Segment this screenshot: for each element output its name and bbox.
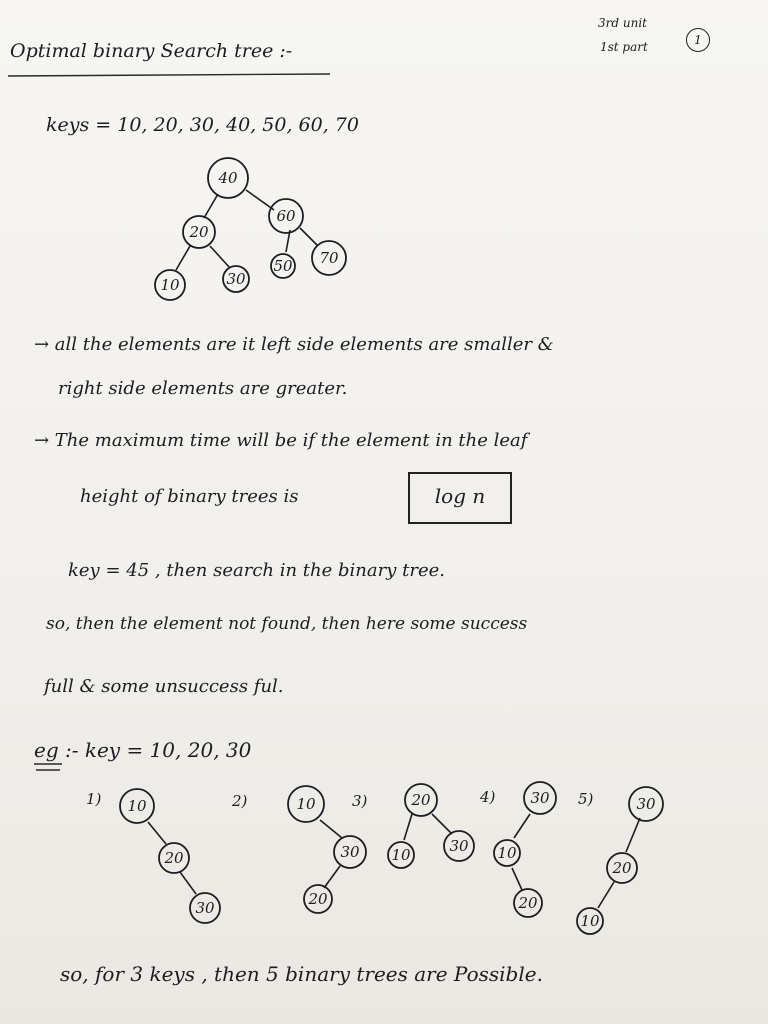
svg-text:30: 30 (340, 843, 360, 861)
ex3-node-30 (444, 831, 474, 861)
svg-text:70: 70 (319, 249, 339, 267)
tree-node-30 (223, 266, 249, 292)
ex4-node-20 (514, 889, 542, 917)
ex2-node-30 (334, 836, 366, 868)
ex1-node-30 (190, 893, 220, 923)
tree-number-2: 2) (232, 792, 248, 810)
unit-note: 3rd unit (598, 16, 647, 30)
ex2-node-10 (288, 786, 324, 822)
ex2-node-20 (304, 885, 332, 913)
svg-text:40: 40 (218, 169, 238, 187)
ex3-node-20 (405, 784, 437, 816)
svg-text:20: 20 (518, 894, 538, 912)
svg-text:20: 20 (308, 890, 328, 908)
tree-number-5: 5) (578, 790, 594, 808)
svg-text:30: 30 (530, 789, 550, 807)
ex4-node-30 (524, 782, 556, 814)
tree-number-3: 3) (352, 792, 368, 810)
svg-text:30: 30 (195, 899, 215, 917)
ex4-node-10 (494, 840, 520, 866)
ex5-node-30 (629, 787, 663, 821)
ex1-node-10 (120, 789, 154, 823)
tree-node-40 (208, 158, 248, 198)
complexity-box: log n (408, 472, 512, 524)
svg-text:10: 10 (127, 797, 147, 815)
page-number: 1 (686, 28, 710, 52)
note-line-2: right side elements are greater. (58, 378, 348, 399)
note-line-7: full & some unsuccess ful. (44, 676, 284, 697)
tree-node-60 (269, 199, 303, 233)
keys-line: keys = 10, 20, 30, 40, 50, 60, 70 (46, 114, 359, 136)
tree-number-1: 1) (86, 790, 102, 808)
svg-text:20: 20 (411, 791, 431, 809)
svg-text:10: 10 (391, 846, 411, 864)
tree-node-70 (312, 241, 346, 275)
svg-text:30: 30 (226, 270, 246, 288)
note-line-1: → all the elements are it left side elements are smaller & (34, 334, 554, 355)
svg-text:20: 20 (189, 223, 209, 241)
note-line-5: key = 45 , then search in the binary tree. (68, 560, 445, 581)
svg-text:30: 30 (449, 837, 469, 855)
part-note: 1st part (600, 40, 648, 54)
svg-text:10: 10 (160, 276, 180, 294)
example-label: eg :- key = 10, 20, 30 (34, 738, 252, 762)
note-line-6: so, then the element not found, then here some success (46, 614, 528, 634)
svg-text:30: 30 (636, 795, 656, 813)
ex5-node-20 (607, 853, 637, 883)
svg-text:10: 10 (497, 844, 517, 862)
svg-text:10: 10 (580, 912, 600, 930)
svg-text:20: 20 (612, 859, 632, 877)
svg-text:20: 20 (164, 849, 184, 867)
svg-text:10: 10 (296, 795, 316, 813)
page-title: Optimal binary Search tree :- (10, 40, 293, 62)
tree-node-50 (271, 254, 295, 278)
note-line-4: height of binary trees is (80, 486, 299, 507)
title-underline (8, 74, 330, 76)
note-line-3: → The maximum time will be if the element in the leaf (34, 430, 528, 451)
svg-text:60: 60 (276, 207, 296, 225)
ex3-node-10 (388, 842, 414, 868)
ex5-node-10 (577, 908, 603, 934)
tree-node-10 (155, 270, 185, 300)
ex1-node-20 (159, 843, 189, 873)
svg-text:50: 50 (273, 257, 293, 275)
tree-node-20 (183, 216, 215, 248)
conclusion-line: so, for 3 keys , then 5 binary trees are Possible. (60, 962, 543, 986)
tree-number-4: 4) (480, 788, 496, 806)
